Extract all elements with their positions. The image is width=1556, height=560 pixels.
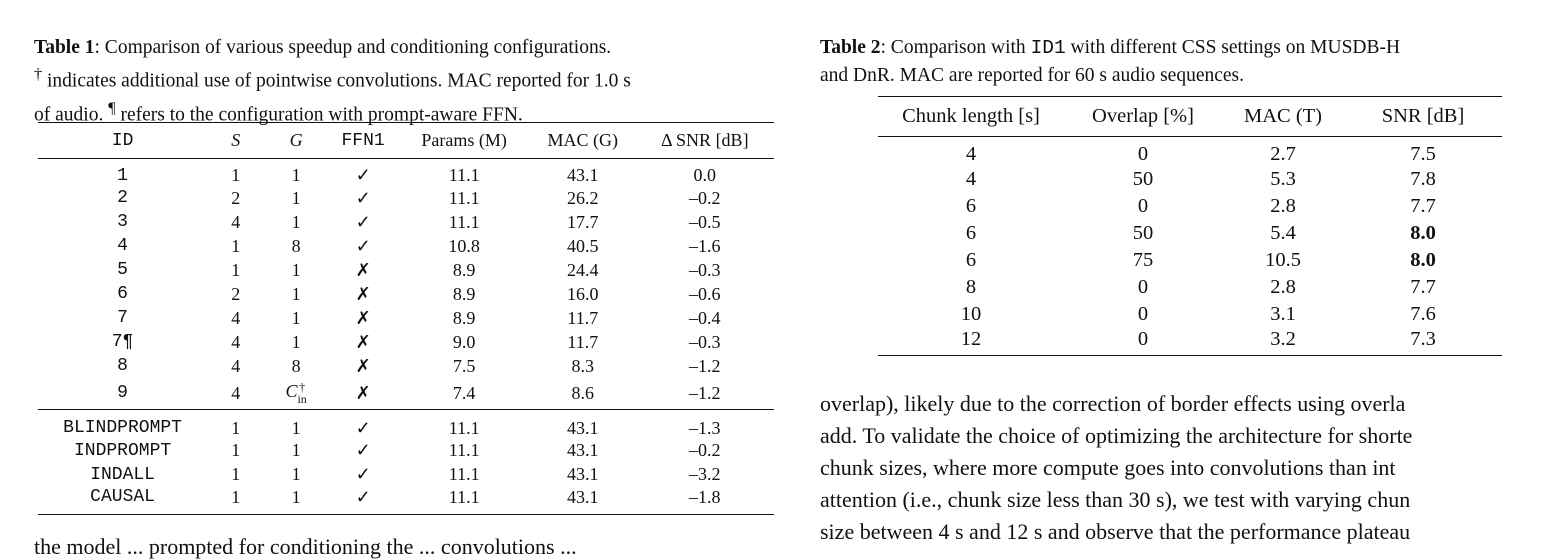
left-body-fragment: the model ... prompted for conditioning the ... convolutions ...	[34, 534, 577, 559]
right-column	[820, 0, 1556, 544]
table-row: 1 1 1 ✓ 11.1 43.1 0.0	[38, 159, 774, 187]
body-line: overlap), likely due to the correction of border effects using overla	[820, 391, 1406, 416]
cross-icon: ✗	[355, 283, 371, 304]
table-row: 7¶ 4 1 ✗ 9.0 11.7 –0.3	[111, 331, 721, 352]
table2-header-chunk: Chunk length [s]	[902, 105, 1040, 127]
table-row: BLINDPROMPT 1 1 ✓ 11.1 43.1 –1.3	[38, 409, 774, 439]
check-icon: ✓	[355, 464, 371, 484]
table-row: 4 0 2.7 7.5	[965, 143, 1436, 165]
cin-dagger-cell: C † in	[285, 380, 307, 407]
table2-header-row	[878, 97, 1502, 137]
table1-group1	[38, 159, 774, 410]
table1-caption: Table 1: Comparison of various speedup and conditioning configurations. † indicates additional use of pointwise convolutions. MAC reported for 1.0 s of audio. ¶ refers to the configuration with prompt-aware FFN.	[34, 37, 631, 125]
table1-group2	[38, 409, 774, 514]
table-row: 6 75 10.5 8.0	[878, 247, 1502, 274]
cross-icon: ✗	[355, 331, 371, 352]
table1	[38, 122, 774, 515]
table-row: 6 50 5.4 8.0	[878, 220, 1502, 247]
table-row: 5 1 1 ✗ 8.9 24.4 –0.3	[117, 259, 721, 280]
left-column	[34, 0, 778, 507]
table-row: 10 0 3.1 7.6	[960, 303, 1436, 325]
table-row: 7 4 1 ✗ 8.9 11.7 –0.4	[117, 307, 721, 328]
table2-caption: Table 2: Comparison with ID1 with different CSS settings on MUSDB-H and DnR. MAC are reported for 60 s audio sequences.	[820, 37, 1401, 86]
body-line: chunk sizes, where more compute goes into convolutions than int	[820, 455, 1396, 480]
table-row: 12 0 3.2 7.3	[878, 328, 1502, 356]
table1-caption-label: Table 1	[34, 37, 95, 58]
table1-header-snr: Δ SNR [dB]	[660, 130, 749, 150]
table-row: CAUSAL 1 1 ✓ 11.1 43.1 –1.8	[38, 487, 774, 515]
body-line: size between 4 s and 12 s and observe that the performance plateau	[820, 519, 1411, 544]
table-row: 4 1 8 ✓ 10.8 40.5 –1.6	[117, 235, 721, 256]
check-icon: ✓	[355, 211, 371, 232]
check-icon: ✓	[355, 417, 371, 438]
table1-header-ffn1: FFN1	[341, 130, 385, 151]
table2-header-mac: MAC (T)	[1243, 105, 1322, 127]
table1-header-id: ID	[111, 130, 134, 151]
table1-header-row	[38, 123, 774, 159]
cross-icon: ✗	[355, 259, 371, 280]
table-row: 4 50 5.3 7.8	[965, 168, 1436, 190]
body-paragraph	[820, 388, 1556, 548]
best-snr-value: 8.0	[1410, 222, 1436, 244]
table-row: INDPROMPT 1 1 ✓ 11.1 43.1 –0.2	[73, 440, 721, 461]
table2-header-snr: SNR [dB]	[1381, 105, 1465, 127]
check-icon: ✓	[355, 235, 371, 256]
table1-header-g: G	[289, 130, 303, 150]
cross-icon: ✗	[355, 355, 371, 376]
check-icon: ✓	[355, 165, 371, 185]
body-line: add. To validate the choice of optimizing the architecture for shorte	[820, 423, 1413, 448]
check-icon: ✓	[355, 486, 371, 507]
table-row: 6 0 2.8 7.7	[965, 195, 1436, 217]
cross-icon: ✗	[355, 307, 371, 328]
table-row: 8 0 2.8 7.7	[965, 276, 1436, 298]
table1-header-s: S	[231, 130, 241, 150]
table-row: 2 2 1 ✓ 11.1 26.2 –0.2	[117, 187, 721, 208]
cross-icon: ✗	[355, 382, 371, 403]
table-row: 9 4 C † in ✗ 7.4 8.6 –1.2	[38, 378, 774, 409]
table2	[878, 96, 1502, 356]
table-row: 6 2 1 ✗ 8.9 16.0 –0.6	[117, 283, 721, 304]
check-icon: ✓	[355, 440, 371, 460]
best-snr-value: 8.0	[1410, 249, 1436, 271]
table2-body	[878, 137, 1502, 356]
table1-header-params: Params (M)	[421, 130, 507, 150]
body-line: attention (i.e., chunk size less than 30 s), we test with varying chun	[820, 487, 1411, 512]
table-row: 8 4 8 ✗ 7.5 8.3 –1.2	[117, 355, 721, 376]
table-row: 3 4 1 ✓ 11.1 17.7 –0.5	[117, 211, 721, 232]
table-row: INDALL 1 1 ✓ 11.1 43.1 –3.2	[90, 464, 721, 485]
check-icon: ✓	[355, 187, 371, 208]
table1-header-mac: MAC (G)	[547, 130, 619, 150]
table2-caption-label: Table 2	[820, 37, 881, 58]
table2-header-overlap: Overlap [%]	[1092, 105, 1194, 127]
